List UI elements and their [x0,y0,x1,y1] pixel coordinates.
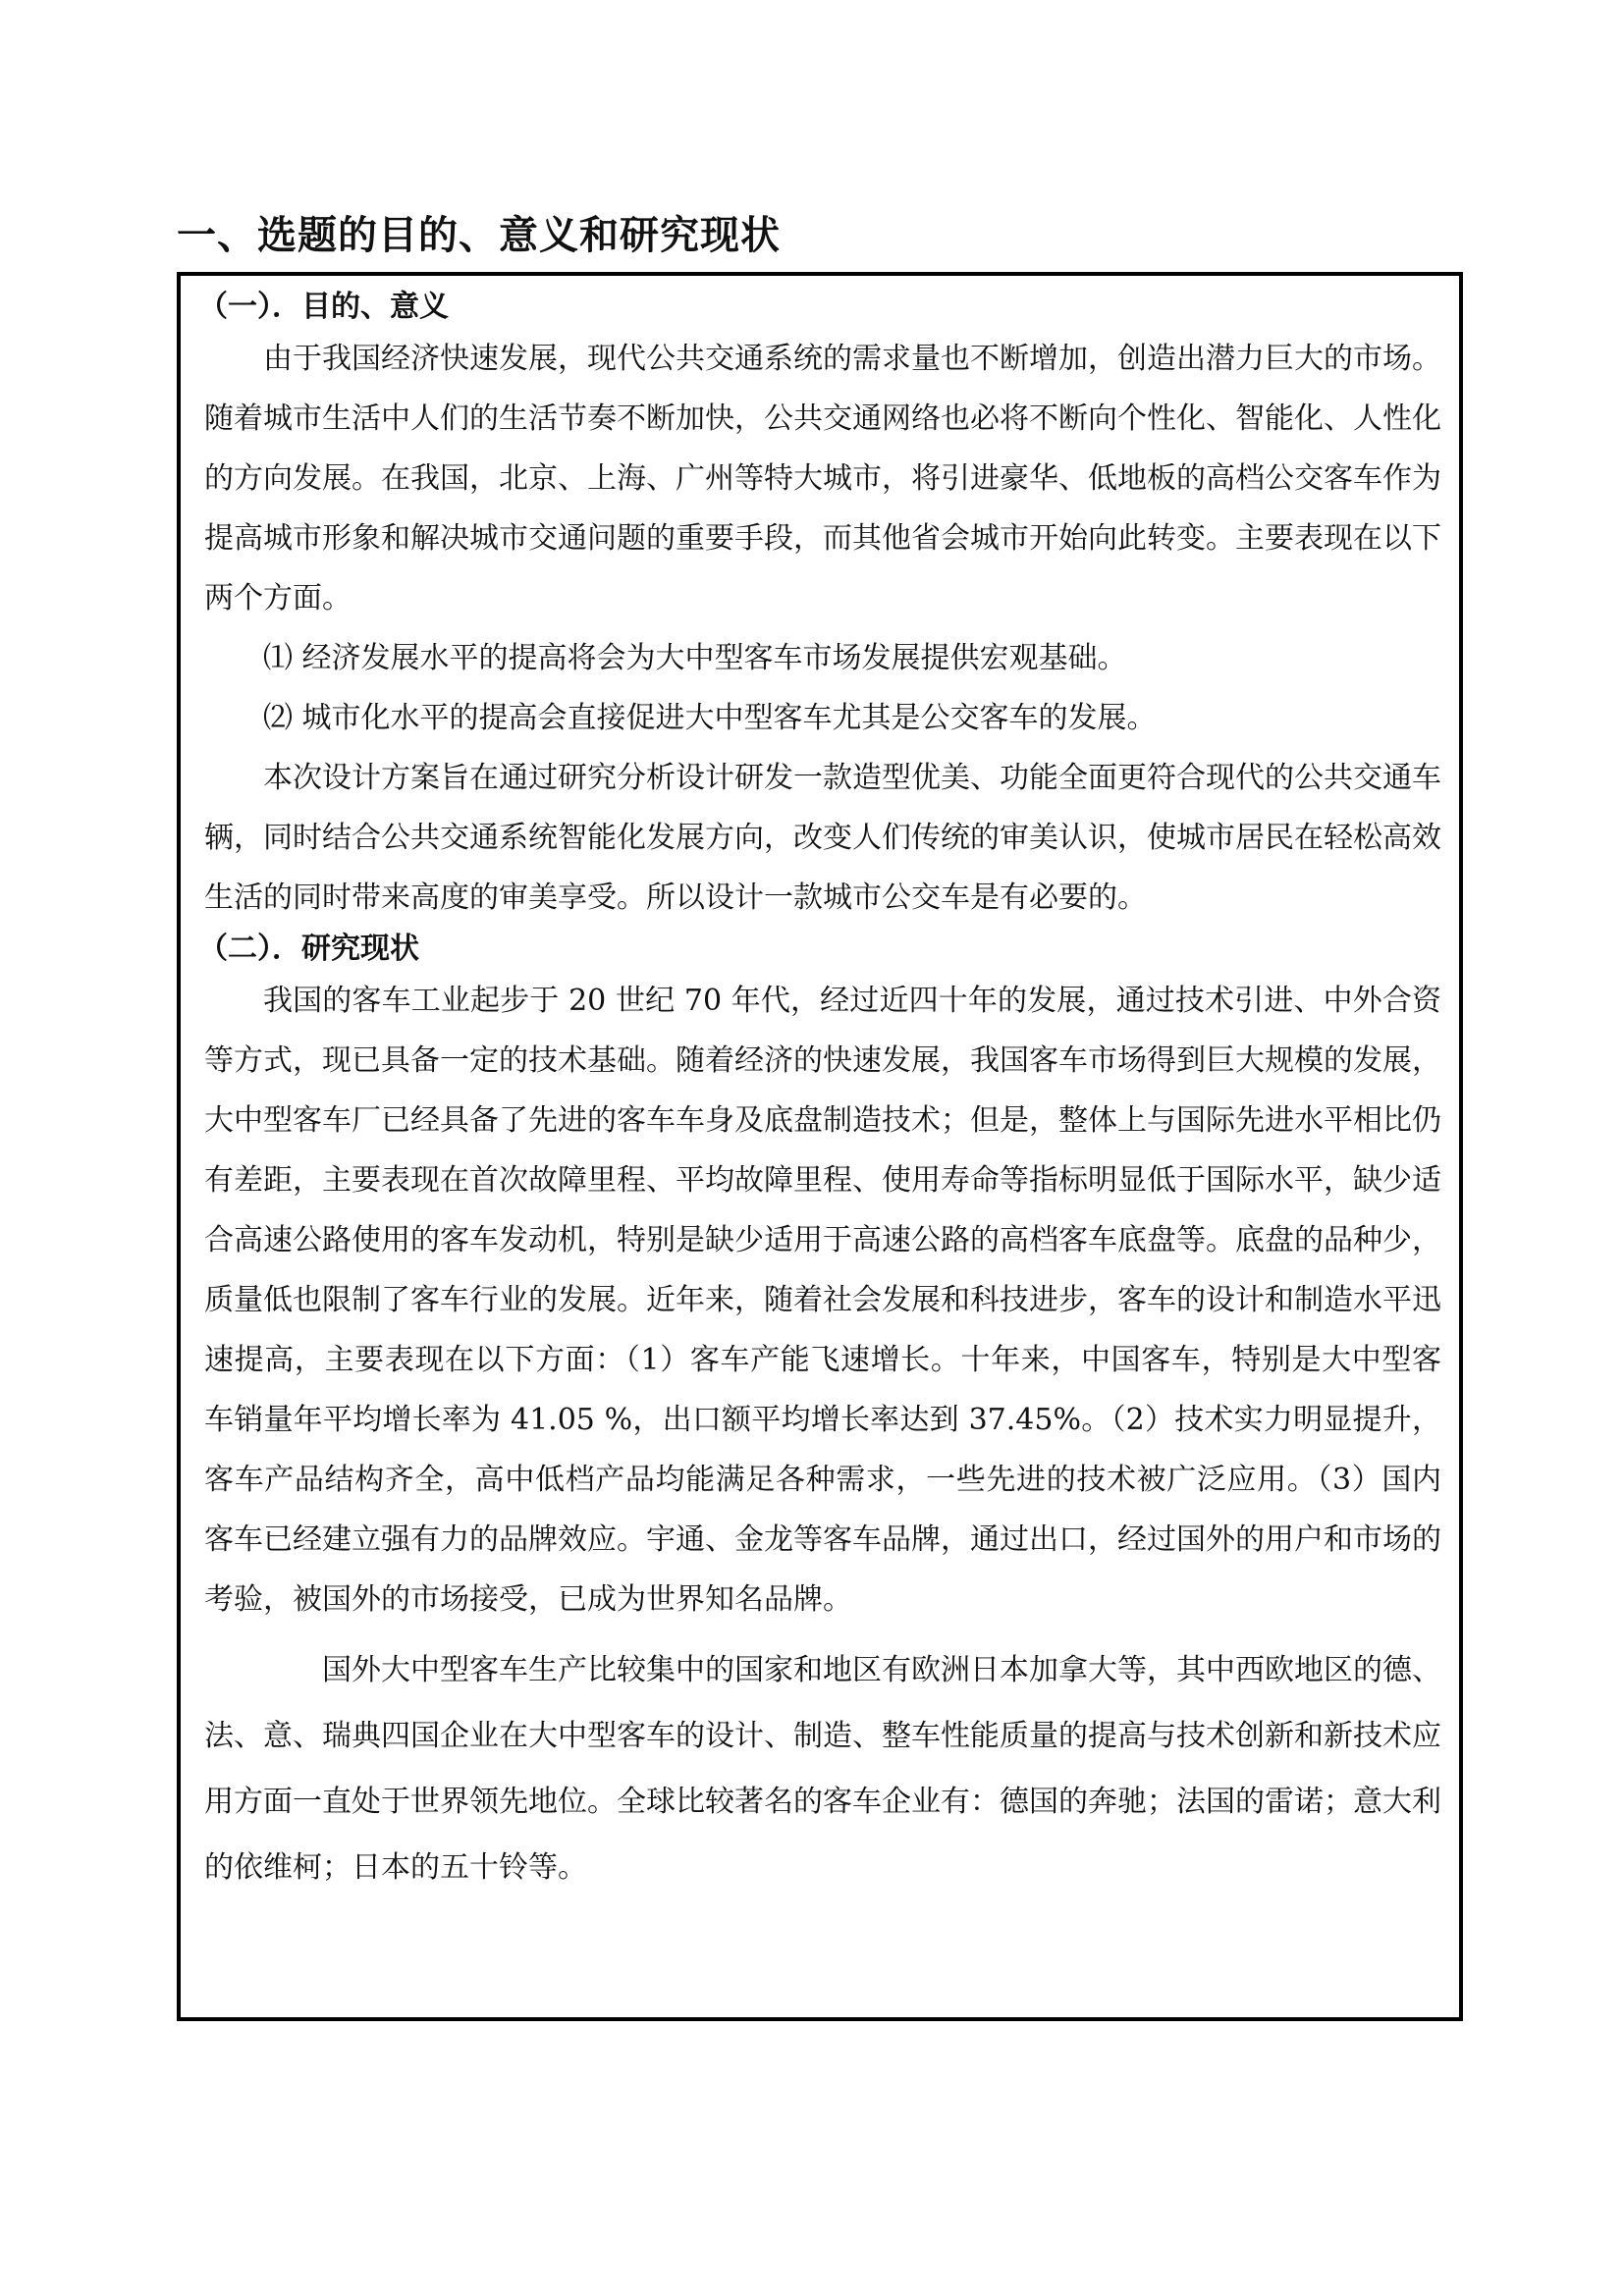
paragraph-foreign-status: 国外大中型客车生产比较集中的国家和地区有欧洲日本加拿大等，其中西欧地区的德、法、意、瑞典四国企业在大中型客车的设计、制造、整车性能质量的提高与技术创新和新技术应用方面一直处于世界领先地位。全球比较著名的客车企业有：德国的奔驰；法国的雷诺；意大利的依维柯；日本的五十铃等。 [204,1653,1441,1885]
list-item-urbanization: ⑵ 城市化水平的提高会直接促进大中型客车尤其是公交客车的发展。 [263,701,1157,735]
paragraph-design-goal: 本次设计方案旨在通过研究分析设计研发一款造型优美、功能全面更符合现代的公共交通车辆，同时结合公共交通系统智能化发展方向，改变人们传统的审美认识，使城市居民在轻松高效生活的同时带来高度的审美享受。所以设计一款城市公交车是有必要的。 [204,761,1441,915]
frame-content [198,286,1441,1900]
list-item-economic: ⑴ 经济发展水平的提高将会为大中型客车市场发展提供宏观基础。 [263,641,1127,675]
page-title: 一、选题的目的、意义和研究现状 [177,213,781,258]
content-frame [177,272,1463,2021]
section-heading-purpose: （一）．目的、意义 [198,290,449,324]
section-heading-status: （二）．研究现状 [198,932,419,966]
paragraph-domestic-status: 我国的客车工业起步于 20 世纪 70 年代，经过近四十年的发展，通过技术引进、中外合资等方式，现已具备一定的技术基础。随着经济的快速发展，我国客车市场得到巨大规模的发展，大中型客车厂已经具备了先进的客车车身及底盘制造技术；但是，整体上与国际先进水平相比仍有差距，主要表现在首次故障里程、平均故障里程、使用寿命等指标明显低于国际水平，缺少适合高速公路使用的客车发动机，特别是缺少适用于高速公路的高档客车底盘等。底盘的品种少，质量低也限制了客车行业的发展。近年来，随着社会发展和科技进步，客车的设计和制造水平迅速提高，主要表现在以下方面：（1）客车产能飞速增长。十年来，中国客车，特别是大中型客车销量年平均增长率为 41.05 %，出口额平均增长率达到 37.45%。（2）技术实力明显提升，客车产品结构齐全，高中低档产品均能满足各种需求，一些先进的技术被广泛应用。（3）国内客车已经建立强有力的品牌效应。宇通、金龙等客车品牌，通过出口，经过国外的用户和市场的考验，被国外的市场接受，已成为世界知名品牌。 [204,984,1441,1617]
paragraph-purpose-intro: 由于我国经济快速发展，现代公共交通系统的需求量也不断增加，创造出潜力巨大的市场。随着城市生活中人们的生活节奏不断加快，公共交通网络也必将不断向个性化、智能化、人性化的方向发展。在我国，北京、上海、广州等特大城市，将引进豪华、低地板的高档公交客车作为提高城市形象和解决城市交通问题的重要手段，而其他省会城市开始向此转变。主要表现在以下两个方面。 [204,342,1441,615]
